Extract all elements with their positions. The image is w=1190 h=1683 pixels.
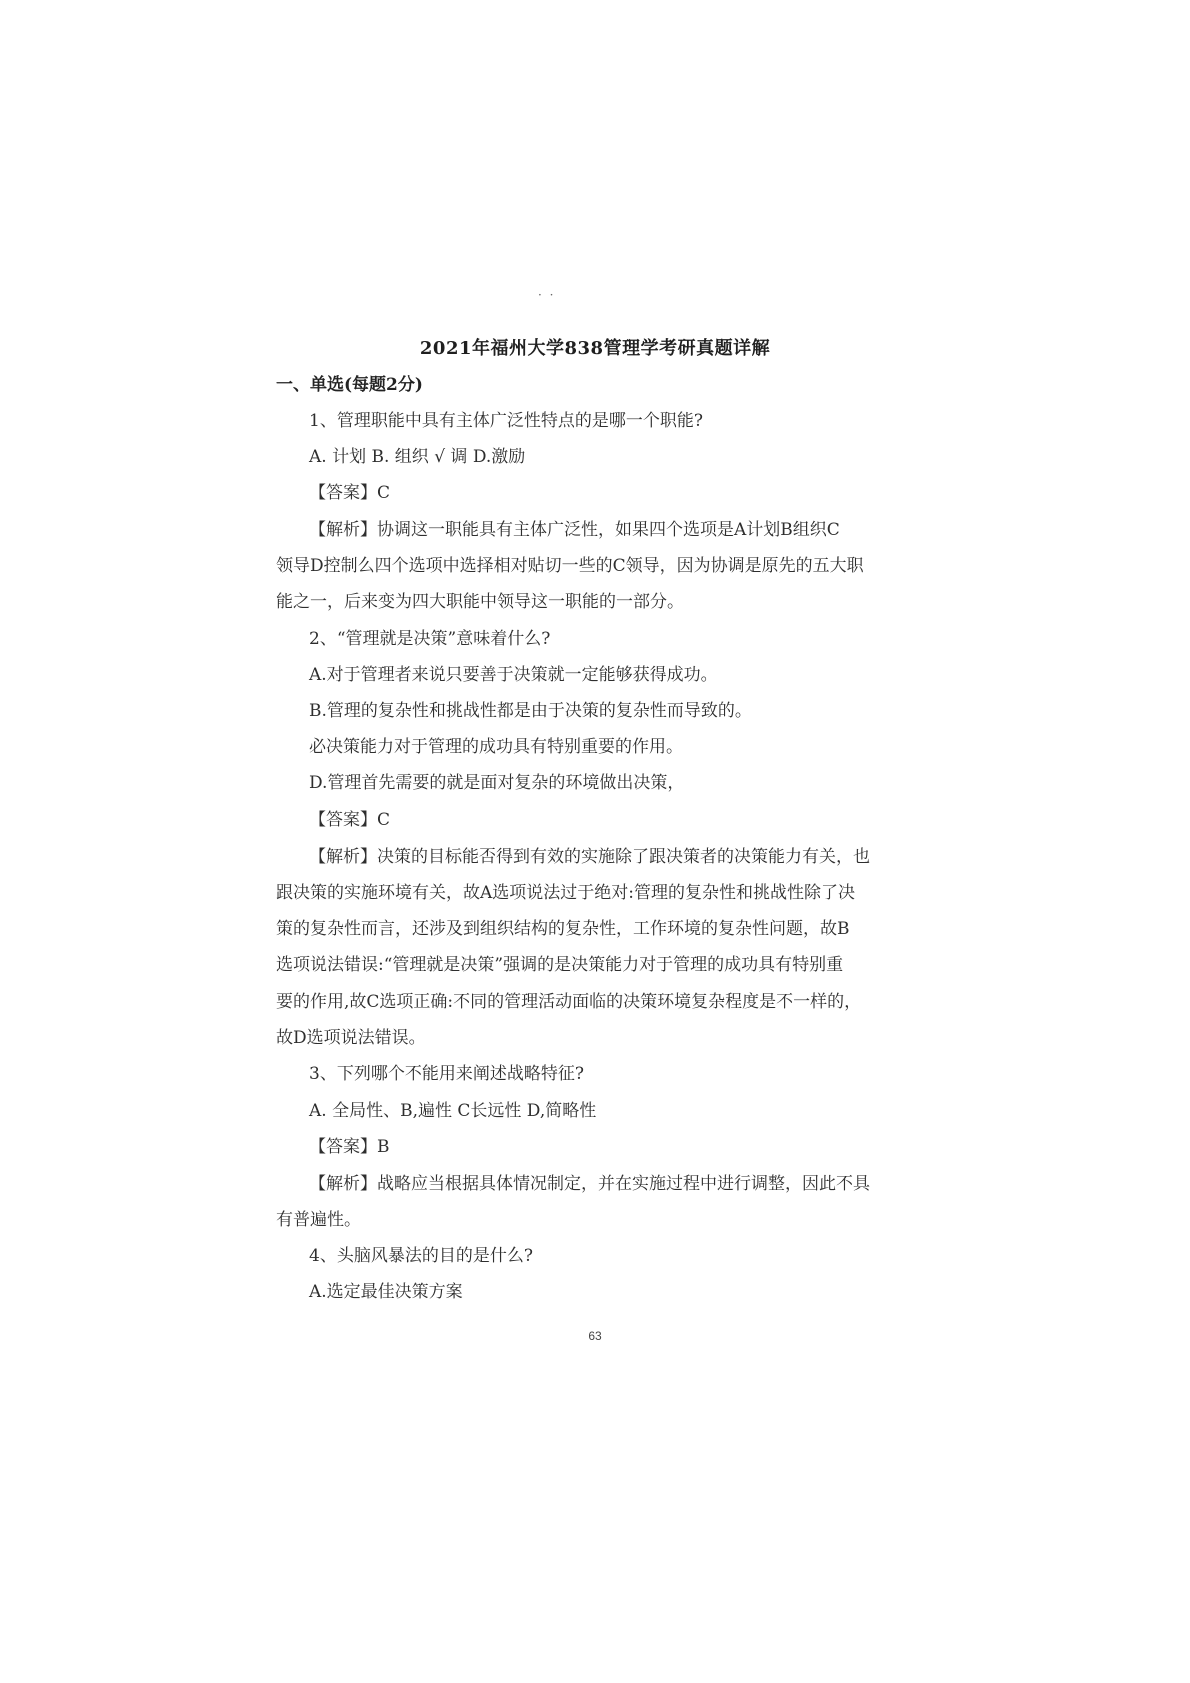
answer-2: 【答案】C [309, 810, 391, 830]
analysis-1-line-2: 领导D控制么四个选项中选择相对贴切一些的C领导，因为协调是原先的五大职 [276, 556, 864, 576]
analysis-1-line-3: 能之一，后来变为四大职能中领导这一职能的一部分。 [276, 592, 684, 612]
analysis-2-line-1: 【解析】决策的目标能否得到有效的实施除了跟决策者的决策能力有关，也 [309, 847, 870, 867]
question-2-option-a: A.对于管理者来说只要善于决策就一定能够获得成功。 [309, 665, 718, 685]
question-3-options: A. 全局性、B,遍性 C长远性 D,简略性 [309, 1101, 597, 1121]
analysis-2-line-6: 故D选项说法错误。 [276, 1028, 426, 1048]
question-1: 1、管理职能中具有主体广泛性特点的是哪一个职能? [309, 411, 703, 431]
analysis-1-line-1: 【解析】协调这一职能具有主体广泛性，如果四个选项是A计划B组织C [309, 520, 840, 540]
analysis-2-line-3: 策的复杂性而言，还涉及到组织结构的复杂性，工作环境的复杂性问题，故B [276, 919, 850, 939]
question-3: 3、下列哪个不能用来阐述战略特征? [309, 1064, 584, 1084]
question-2-option-c: 必决策能力对于管理的成功具有特别重要的作用。 [309, 737, 683, 757]
question-2: 2、“管理就是决策”意味着什么? [309, 629, 551, 649]
page-number: 63 [588, 1329, 602, 1343]
analysis-3-line-1: 【解析】战略应当根据具体情况制定，并在实施过程中进行调整，因此不具 [309, 1174, 870, 1194]
analysis-2-line-4: 选项说法错误:“管理就是决策”强调的是决策能力对于管理的成功具有特别重 [276, 955, 844, 975]
question-1-options: A. 计划 B. 组织 √ 调 D.激励 [309, 447, 526, 467]
header-mark: · · [538, 288, 556, 302]
document-title: 2021年福州大学838管理学考研真题详解 [419, 338, 771, 359]
answer-1: 【答案】C [309, 483, 391, 503]
question-2-option-d: D.管理首先需要的就是面对复杂的环境做出决策， [309, 773, 685, 793]
section-heading: 一、单选(每题2分) [276, 375, 423, 395]
question-4-option-a: A.选定最佳决策方案 [309, 1282, 463, 1302]
question-4: 4、头脑风暴法的目的是什么? [309, 1246, 533, 1266]
question-2-option-b: B.管理的复杂性和挑战性都是由于决策的复杂性而导致的。 [309, 701, 752, 721]
analysis-2-line-5: 要的作用,故C选项正确:不同的管理活动面临的决策环境复杂程度是不一样的， [276, 992, 862, 1012]
analysis-3-line-2: 有普遍性。 [276, 1210, 361, 1230]
answer-3: 【答案】B [309, 1137, 390, 1157]
analysis-2-line-2: 跟决策的实施环境有关，故A选项说法过于绝对:管理的复杂性和挑战性除了决 [276, 883, 856, 903]
